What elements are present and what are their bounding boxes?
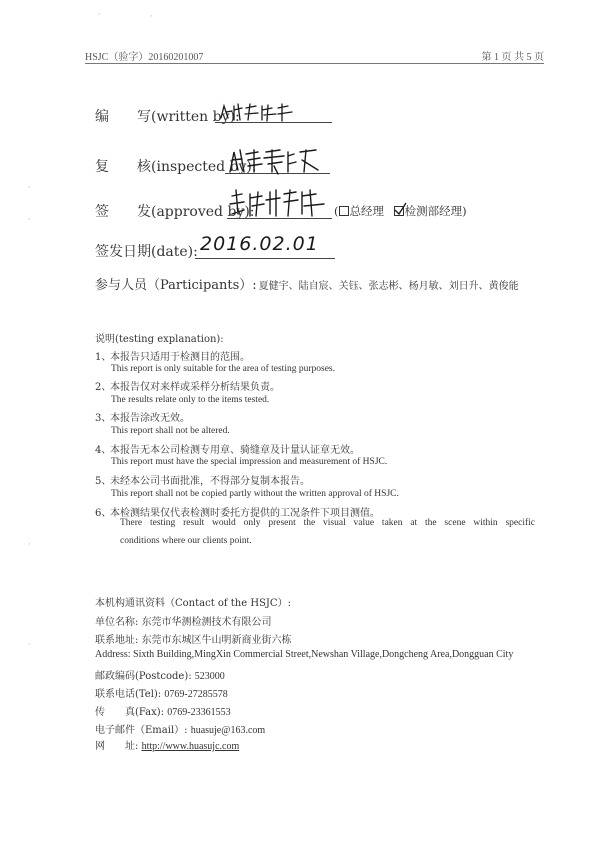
contact-title: 本机构通讯资料（Contact of the HSJC）:	[95, 598, 291, 609]
issue-date-label: 签发日期(date):	[95, 244, 198, 260]
testing-manager-option: 检测部经理	[404, 204, 463, 218]
scan-mark: ·	[28, 215, 31, 224]
website-link[interactable]: http://www.huasujc.com	[141, 741, 240, 752]
check-mark-icon	[393, 202, 407, 216]
written-by-label: 编 写(written by):	[95, 109, 240, 125]
header-rule	[85, 63, 544, 64]
participants-label: 参与人员（Participants）:	[95, 278, 257, 293]
general-manager-option: 总经理	[349, 204, 384, 218]
telephone: 0769-27285578	[164, 689, 228, 700]
contact-fax-row: 传 真(Fax): 0769-23361553	[95, 707, 231, 718]
explanation-item-3: 3、本报告涂改无效。	[95, 413, 190, 424]
explanation-item-6: 6、本检测结果仅代表检测时委托方提供的工况条件下项目测值。	[95, 508, 380, 519]
contact-address-en: Address: Sixth Building,MingXin Commercial Street,Newshan Village,Dongcheng Area,Dongguan City	[95, 649, 514, 660]
written-by-signature	[218, 100, 298, 124]
email-link[interactable]: huasuje@163.com	[190, 725, 266, 736]
contact-company-row: 单位名称: 东莞市华测检测技术有限公司	[95, 617, 272, 628]
explanation-item-6-en-cont: conditions where our clients point.	[120, 536, 252, 546]
scan-mark: ·	[28, 640, 31, 649]
inspected-by-label: 复 核(inspected by):	[95, 159, 257, 175]
report-number: HSJC（验字）20160201007	[85, 52, 204, 63]
explanation-item-6-en: There testing result would only present the visual value taken at the scene within specific	[120, 518, 535, 528]
issue-date-row	[95, 241, 198, 261]
issue-date-line	[195, 258, 335, 259]
explanation-title: 说明(testing explanation):	[95, 334, 224, 345]
scan-mark: ·	[150, 12, 153, 21]
scan-mark: ·	[28, 183, 31, 192]
scan-mark: ·	[28, 540, 31, 549]
explanation-item-4-en: This report must have the special impression and measurement of HSJC.	[111, 457, 388, 467]
issue-date-value: 2016.02.01	[200, 233, 319, 255]
company-name: 东莞市华测检测技术有限公司	[141, 617, 272, 628]
approved-by-signature	[228, 186, 328, 220]
postcode: 523000	[194, 671, 225, 682]
contact-tel-row: 联系电话(Tel): 0769-27285578	[95, 689, 228, 700]
company-address: 东莞市东城区牛山明新商业街六栋	[141, 635, 292, 646]
fax: 0769-23361553	[167, 707, 231, 718]
general-manager-checkbox[interactable]	[339, 206, 349, 216]
explanation-item-5-en: This report shall not be copied partly without the written approval of HSJC.	[111, 489, 399, 499]
explanation-item-1-en: This report is only suitable for the area of testing purposes.	[111, 364, 335, 374]
contact-address-row: 联系地址: 东莞市东城区牛山明新商业街六栋	[95, 635, 292, 646]
participants-names: 夏健宇、陆自宸、关钰、张志彬、杨月敏、刘日升、黄俊能	[258, 281, 519, 292]
explanation-item-1: 1、本报告只适用于检测目的范围。	[95, 352, 250, 363]
page-indicator: 第 1 页 共 5 页	[481, 52, 544, 63]
explanation-item-3-en: This report shall not be altered.	[111, 426, 230, 436]
participants-row	[95, 274, 519, 293]
approver-options: ( 总经理 检测部经理)	[334, 204, 467, 218]
explanation-item-4: 4、本报告无本公司检测专用章、骑缝章及计量认证章无效。	[95, 445, 360, 456]
scan-mark: ·	[98, 10, 101, 19]
contact-postcode-row: 邮政编码(Postcode): 523000	[95, 671, 225, 682]
testing-manager-checkbox[interactable]	[394, 206, 404, 216]
explanation-item-2: 2、本报告仅对来样或采样分析结果负责。	[95, 382, 280, 393]
inspected-by-signature	[226, 146, 321, 176]
explanation-item-5: 5、未经本公司书面批准，不得部分复制本报告。	[95, 476, 310, 487]
approved-by-label: 签 发(approved by):	[95, 204, 255, 220]
contact-email-row: 电子邮件（Email）: huasuje@163.com	[95, 725, 266, 736]
contact-web-row: 网 址: http://www.huasujc.com	[95, 741, 240, 752]
explanation-item-2-en: The results relate only to the items tested.	[111, 395, 270, 405]
